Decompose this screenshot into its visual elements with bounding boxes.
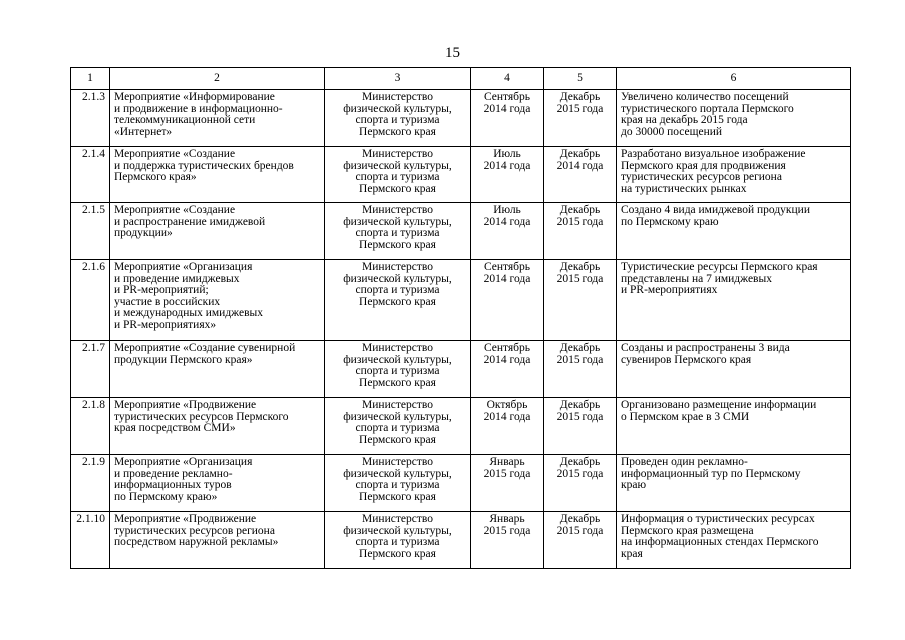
table-header-row — [71, 68, 851, 90]
expected-result: Увеличено количество посещений туристического портала Пермского края на декабрь 2015 года до 30000 посещений — [617, 90, 851, 147]
responsible-executor: Министерство физической культуры, спорта и туризма Пермского края — [325, 90, 471, 147]
expected-result: Созданы и распространены 3 вида сувениров Пермского края — [617, 341, 851, 398]
item-number: 2.1.5 — [71, 203, 110, 260]
table-row — [71, 341, 851, 398]
page-number: 15 — [445, 45, 460, 61]
start-date: Январь 2015 года — [471, 512, 544, 569]
activity-name: Мероприятие «Организация и проведение рекламно- информационных туров по Пермскому краю» — [110, 455, 325, 512]
column-header: 1 — [71, 68, 110, 90]
end-date: Декабрь 2015 года — [544, 341, 617, 398]
item-number: 2.1.8 — [71, 398, 110, 455]
table-row — [71, 147, 851, 203]
start-date: Сентябрь 2014 года — [471, 90, 544, 147]
item-number: 2.1.9 — [71, 455, 110, 512]
item-number: 2.1.7 — [71, 341, 110, 398]
expected-result: Информация о туристических ресурсах Пермского края размещена на информационных стендах Пермского края — [617, 512, 851, 569]
start-date: Июль 2014 года — [471, 203, 544, 260]
start-date: Январь 2015 года — [471, 455, 544, 512]
responsible-executor: Министерство физической культуры, спорта и туризма Пермского края — [325, 203, 471, 260]
expected-result: Организовано размещение информации о Пермском крае в 3 СМИ — [617, 398, 851, 455]
end-date: Декабрь 2015 года — [544, 260, 617, 341]
start-date: Июль 2014 года — [471, 147, 544, 203]
table-row — [71, 90, 851, 147]
table-row — [71, 455, 851, 512]
item-number: 2.1.10 — [71, 512, 110, 569]
column-header: 2 — [110, 68, 325, 90]
table-row — [71, 512, 851, 569]
table-row — [71, 203, 851, 260]
activity-name: Мероприятие «Информирование и продвижение в информационно- телекоммуникационной сети «Интернет» — [110, 90, 325, 147]
end-date: Декабрь 2015 года — [544, 398, 617, 455]
expected-result: Создано 4 вида имиджевой продукции по Пермскому краю — [617, 203, 851, 260]
column-header: 5 — [544, 68, 617, 90]
start-date: Сентябрь 2014 года — [471, 341, 544, 398]
column-header: 3 — [325, 68, 471, 90]
responsible-executor: Министерство физической культуры, спорта и туризма Пермского края — [325, 260, 471, 341]
item-number: 2.1.4 — [71, 147, 110, 203]
item-number: 2.1.3 — [71, 90, 110, 147]
table-row — [71, 260, 851, 341]
responsible-executor: Министерство физической культуры, спорта и туризма Пермского края — [325, 512, 471, 569]
table-row — [71, 398, 851, 455]
responsible-executor: Министерство физической культуры, спорта и туризма Пермского края — [325, 147, 471, 203]
activity-name: Мероприятие «Продвижение туристических ресурсов региона посредством наружной рекламы» — [110, 512, 325, 569]
responsible-executor: Министерство физической культуры, спорта и туризма Пермского края — [325, 398, 471, 455]
start-date: Сентябрь 2014 года — [471, 260, 544, 341]
expected-result: Туристические ресурсы Пермского края представлены на 7 имиджевых и PR-мероприятиях — [617, 260, 851, 341]
activity-name: Мероприятие «Создание сувенирной продукции Пермского края» — [110, 341, 325, 398]
end-date: Декабрь 2015 года — [544, 455, 617, 512]
end-date: Декабрь 2015 года — [544, 203, 617, 260]
activities-table — [70, 67, 851, 569]
activity-name: Мероприятие «Создание и распространение имиджевой продукции» — [110, 203, 325, 260]
activity-name: Мероприятие «Организация и проведение имиджевых и PR-мероприятий; участие в российских и международных имиджевых и PR-мероприятиях» — [110, 260, 325, 341]
expected-result: Проведен один рекламно- информационный тур по Пермскому краю — [617, 455, 851, 512]
expected-result: Разработано визуальное изображение Пермского края для продвижения туристических ресурсов региона на туристических рынках — [617, 147, 851, 203]
responsible-executor: Министерство физической культуры, спорта и туризма Пермского края — [325, 341, 471, 398]
column-header: 6 — [617, 68, 851, 90]
start-date: Октябрь 2014 года — [471, 398, 544, 455]
end-date: Декабрь 2015 года — [544, 512, 617, 569]
end-date: Декабрь 2015 года — [544, 90, 617, 147]
item-number: 2.1.6 — [71, 260, 110, 341]
responsible-executor: Министерство физической культуры, спорта и туризма Пермского края — [325, 455, 471, 512]
activity-name: Мероприятие «Создание и поддержка туристических брендов Пермского края» — [110, 147, 325, 203]
activity-name: Мероприятие «Продвижение туристических ресурсов Пермского края посредством СМИ» — [110, 398, 325, 455]
column-header: 4 — [471, 68, 544, 90]
end-date: Декабрь 2014 года — [544, 147, 617, 203]
